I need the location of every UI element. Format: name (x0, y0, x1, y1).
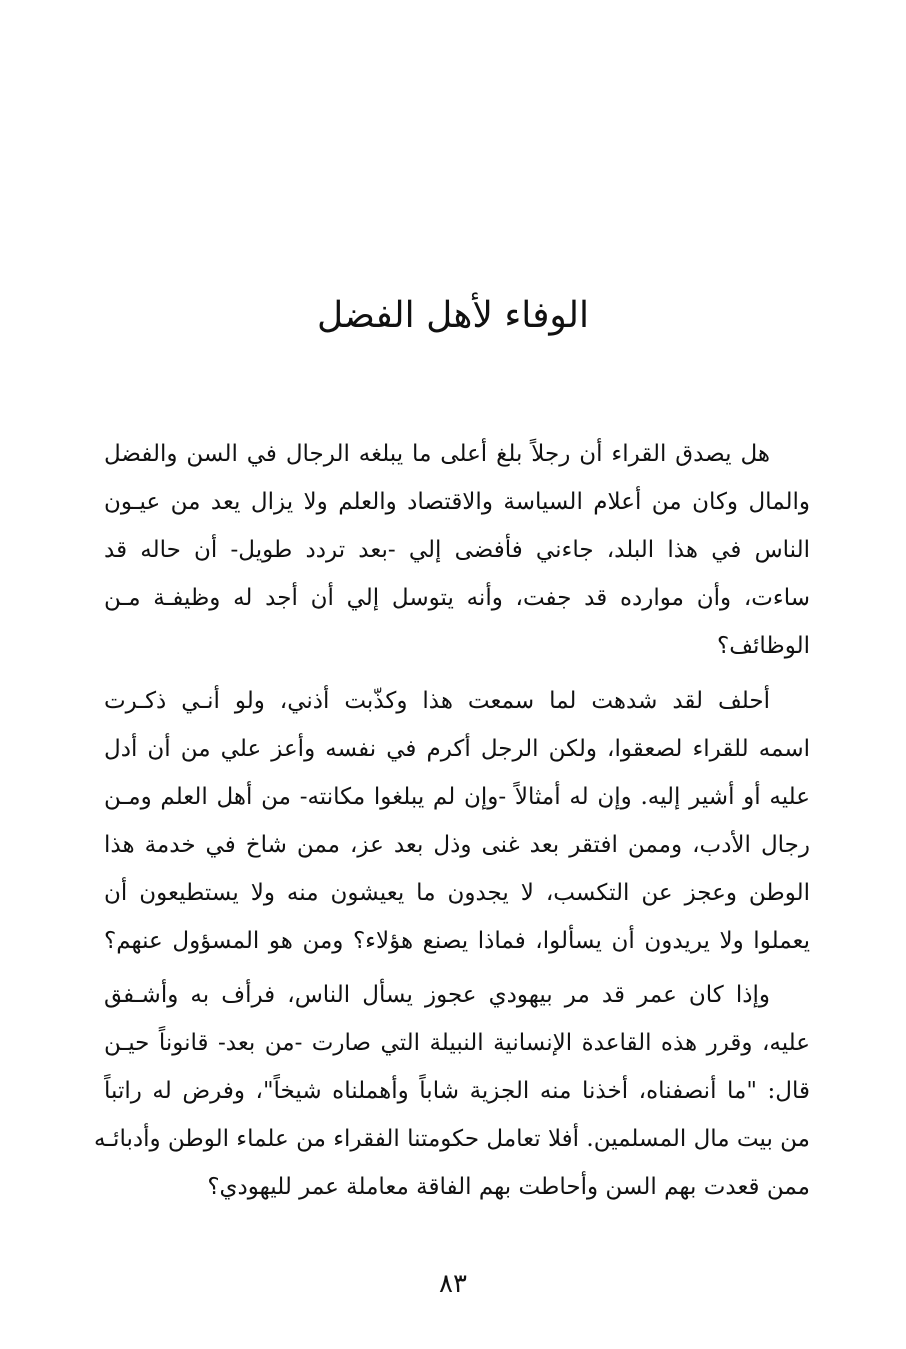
text-line: والمال وكان من أعلام السياسة والاقتصاد والعلم ولا يزال يعد من عيـون (104, 489, 810, 515)
text-line: وإذا كان عمر قد مر بيهودي عجوز يسأل الناس، فرأف به وأشـفق (104, 982, 770, 1008)
text-line: رجال الأدب، وممن افتقر بعد غنى وذل بعد عز، ممن شاخ في خدمة هذا (104, 832, 810, 858)
text-line: اسمه للقراء لصعقوا، ولكن الرجل أكرم في نفسه وأعز علي من أن أدل (104, 736, 810, 762)
text-line: عليه أو أشير إليه. وإن له أمثالاً -وإن لم يبلغوا مكانته- من أهل العلم ومـن (104, 784, 810, 810)
text-line: ساءت، وأن موارده قد جفت، وأنه يتوسل إلي أن أجد له وظيفـة مـن (104, 585, 810, 611)
text-line: هل يصدق القراء أن رجلاً بلغ أعلى ما يبلغه الرجال في السن والفضل (104, 441, 770, 467)
text-line: الناس في هذا البلد، جاءني فأفضى إلي -بعد تردد طويل- أن حاله قد (104, 537, 810, 563)
text-line: من بيت مال المسلمين. أفلا تعامل حكومتنا الفقراء من علماء الوطن وأدبائـه (93, 1126, 810, 1152)
text-line: ممن قعدت بهم السن وأحاطت بهم الفاقة معاملة عمر لليهودي؟ (207, 1174, 810, 1200)
text-line: عليه، وقرر هذه القاعدة الإنسانية النبيلة التي صارت -من بعد- قانوناً حيـن (104, 1030, 810, 1056)
chapter-title: الوفاء لأهل الفضل (316, 295, 589, 336)
text-line: الوظائف؟ (716, 633, 810, 659)
paragraph-2 (104, 677, 810, 965)
text-line: أحلف لقد شدهت لما سمعت هذا وكذّبت أذني، ولو أنـي ذكـرت (104, 688, 770, 714)
page-number: ٨٣ (439, 1269, 467, 1299)
text-line: قال: "ما أنصفناه، أخذنا منه الجزية شاباً وأهملناه شيخاً"، وفرض له راتباً (104, 1078, 810, 1104)
text-line: يعملوا ولا يريدون أن يسألوا، فماذا يصنع هؤلاء؟ ومن هو المسؤول عنهم؟ (104, 928, 810, 954)
text-line: الوطن وعجز عن التكسب، لا يجدون ما يعيشون منه ولا يستطيعون أن (104, 880, 810, 906)
paragraph-3 (93, 971, 810, 1211)
paragraph-1 (104, 430, 810, 670)
